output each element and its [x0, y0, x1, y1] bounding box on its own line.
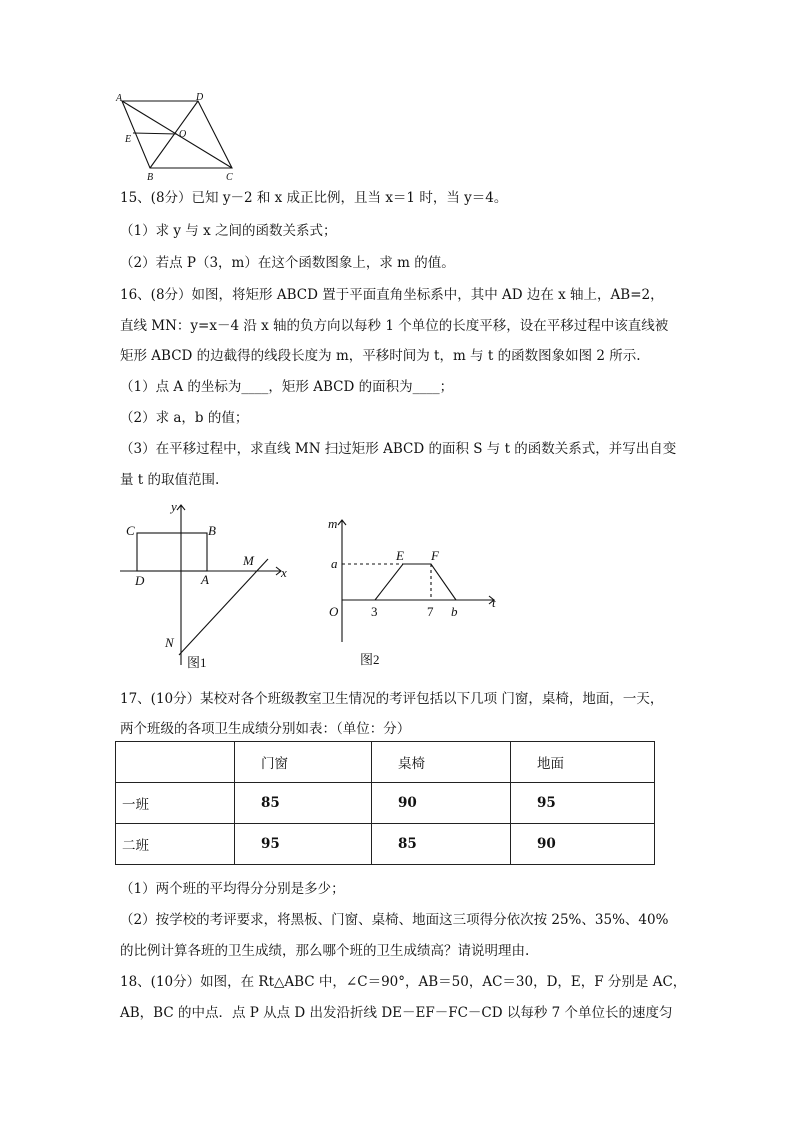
- q17-part1: （1）两个班的平均得分分别是多少；: [120, 881, 345, 897]
- table-cell: 95: [235, 824, 372, 865]
- line-mn: [179, 559, 268, 655]
- parallelogram-figure: [112, 92, 242, 182]
- table-row: [116, 783, 655, 824]
- q15-part2: （2）若点 P（3，m）在这个函数图象上，求 m 的值。: [120, 255, 455, 271]
- q16-line3: 矩形 ABCD 的边截得的线段长度为 m，平移时间为 t，m 与 t 的函数图象如图 2 所示.: [120, 348, 641, 364]
- label-m: M: [243, 553, 254, 568]
- figure-1-caption: 图1: [187, 655, 207, 670]
- table-header-cell: 地面: [511, 742, 655, 783]
- label-a: a: [331, 556, 338, 571]
- label-d: D: [196, 92, 204, 103]
- table-row: [116, 824, 655, 865]
- diagonal-bd: [150, 101, 198, 168]
- table-header-row: [116, 742, 655, 783]
- label-f: F: [431, 548, 439, 563]
- q15-part1: （1）求 y 与 x 之间的函数关系式；: [120, 223, 337, 239]
- label-y: y: [171, 499, 177, 514]
- label-b: B: [147, 172, 154, 182]
- label-a: A: [201, 572, 209, 587]
- q16-part2: （2）求 a，b 的值；: [120, 410, 249, 426]
- table-cell: 90: [511, 824, 655, 865]
- function-graph: [375, 564, 456, 600]
- q16-line1: 16、(8分）如图，将矩形 ABCD 置于平面直角坐标系中，其中 AD 边在 x 轴上，AB=2，: [120, 287, 664, 303]
- q16-part3-cont: 量 t 的取值范围.: [120, 472, 220, 488]
- table-header-cell: 门窗: [235, 742, 372, 783]
- table-cell: 二班: [116, 824, 235, 865]
- figure-2: [322, 512, 507, 672]
- q17-line2: 两个班级的各项卫生成绩分别如表：（单位：分）: [120, 721, 411, 737]
- table-cell: 85: [372, 824, 511, 865]
- table-header-cell: [116, 742, 235, 783]
- label-c: C: [226, 172, 233, 182]
- label-c: C: [126, 523, 135, 538]
- segment-eo: [133, 133, 177, 134]
- q17-part2: （2）按学校的考评要求，将黑板、门窗、桌椅、地面这三项得分依次按 25%、35%、40%: [120, 912, 669, 928]
- label-o: O: [329, 604, 339, 619]
- label-n: N: [165, 635, 174, 650]
- figure-2-caption: 图2: [360, 652, 380, 667]
- table-cell: 一班: [116, 783, 235, 824]
- q16-part3: （3）在平移过程中，求直线 MN 扫过矩形 ABCD 的面积 S 与 t 的函数关系式，并写出自变: [120, 441, 677, 457]
- score-table: [115, 741, 655, 865]
- table-cell: 90: [372, 783, 511, 824]
- q15-header: 15、(8分）已知 y－2 和 x 成正比例，且当 x＝1 时，当 y＝4。: [120, 190, 508, 206]
- label-t: t: [492, 595, 496, 610]
- label-o: O: [179, 129, 187, 140]
- q17-line1: 17、(10分）某校对各个班级教室卫生情况的考评包括以下几项 门窗，桌椅，地面，一天，: [120, 691, 664, 707]
- label-e: E: [396, 548, 404, 563]
- label-b: B: [208, 523, 216, 538]
- q16-line2: 直线 MN：y=x－4 沿 x 轴的负方向以每秒 1 个单位的长度平移，设在平移过程中该直线被: [120, 318, 669, 334]
- label-e: E: [125, 134, 132, 145]
- q16-part1: （1）点 A 的坐标为____，矩形 ABCD 的面积为____；: [120, 379, 454, 395]
- q18-line2: AB，BC 的中点．点 P 从点 D 出发沿折线 DE－EF－FC－CD 以每秒 7 个单位长的速度匀: [120, 1005, 673, 1021]
- q18-line1: 18、(10分）如图，在 Rt△ABC 中，∠C＝90°，AB＝50，AC＝30，D，E，F 分别是 AC，: [120, 974, 687, 990]
- table-cell: 95: [511, 783, 655, 824]
- tick-3: 3: [371, 604, 378, 619]
- table-header-cell: 桌椅: [372, 742, 511, 783]
- label-b: b: [451, 604, 458, 619]
- figure-1: [115, 495, 300, 675]
- tick-7: 7: [427, 604, 434, 619]
- label-m: m: [328, 516, 338, 531]
- label-a: A: [116, 93, 123, 104]
- q17-part2-cont: 的比例计算各班的卫生成绩，那么哪个班的卫生成绩高？请说明理由.: [120, 943, 530, 959]
- rectangle-abcd: [137, 533, 207, 571]
- label-x: x: [281, 565, 287, 580]
- table-cell: 85: [235, 783, 372, 824]
- label-d: D: [135, 573, 145, 588]
